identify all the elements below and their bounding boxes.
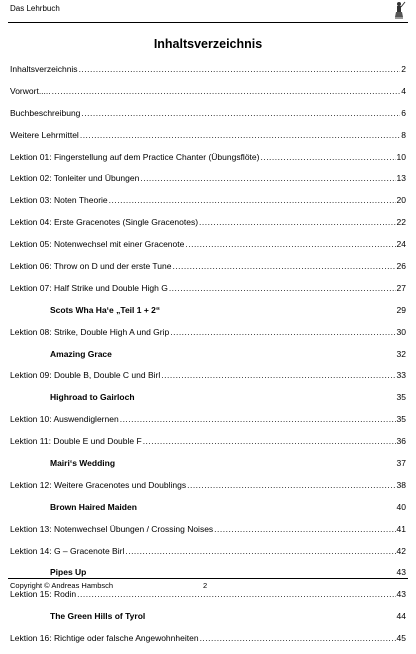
toc-entry xyxy=(10,479,406,501)
toc-entry-page: 38 xyxy=(396,479,406,490)
toc-entry xyxy=(10,85,406,107)
toc-entry-page: 35 xyxy=(396,392,406,403)
toc-leader-dots xyxy=(81,107,400,119)
page-header xyxy=(8,0,408,23)
toc-leader-dots xyxy=(185,238,395,250)
toc-entry-label: Mairi‘s Wedding xyxy=(50,458,116,469)
toc-entry-page: 8 xyxy=(401,129,406,140)
header-title: Das Lehrbuch xyxy=(10,4,60,13)
toc-entry-page: 33 xyxy=(396,370,406,381)
toc-entry-label: Lektion 11: Double E und Double F xyxy=(10,436,142,447)
toc-leader-dots xyxy=(170,326,395,338)
toc-entry-page: 24 xyxy=(396,239,406,250)
footer-copyright: Copyright © Andreas Hambsch xyxy=(10,581,114,590)
toc-entry-page: 44 xyxy=(396,611,406,622)
toc-leader-dots xyxy=(120,413,396,425)
toc-entry-label: Lektion 02: Tonleiter und Übungen xyxy=(10,173,140,184)
toc-entry-page: 10 xyxy=(396,151,406,162)
toc-entry-page: 32 xyxy=(396,348,406,359)
toc-entry-label: Lektion 06: Throw on D und der erste Tune xyxy=(10,261,172,272)
toc-entry xyxy=(10,172,406,194)
toc-entry-page: 42 xyxy=(396,545,406,556)
toc-leader-dots xyxy=(260,151,395,163)
toc-entry xyxy=(10,435,406,457)
toc-entry-page: 35 xyxy=(396,414,406,425)
toc-entry-label: Lektion 07: Half Strike und Double High G xyxy=(10,282,168,293)
toc-entry xyxy=(10,238,406,260)
toc-entry xyxy=(10,107,406,129)
toc-tune-entry xyxy=(10,391,406,413)
toc-entry-page: 40 xyxy=(396,501,406,512)
toc-entry-page: 37 xyxy=(396,458,406,469)
toc-entry-label: Lektion 01: Fingerstellung auf dem Practice Chanter (Übungsflöte) xyxy=(10,151,260,162)
toc-tune-entry xyxy=(10,304,406,326)
toc-entry xyxy=(10,63,406,85)
toc-entry-page: 43 xyxy=(396,589,406,600)
toc-entry xyxy=(10,129,406,151)
bagpiper-logo-icon xyxy=(392,1,406,21)
toc-entry-page: 4 xyxy=(401,85,406,96)
toc-entry-label: Lektion 09: Double B, Double C und Birl xyxy=(10,370,161,381)
toc-entry-page: 30 xyxy=(396,326,406,337)
toc-leader-dots xyxy=(214,523,395,535)
toc-leader-dots xyxy=(79,63,401,75)
toc-leader-dots xyxy=(169,282,396,294)
toc-entry xyxy=(10,326,406,348)
toc-entry-page: 41 xyxy=(396,523,406,534)
toc-entry-page: 22 xyxy=(396,217,406,228)
toc-leader-dots xyxy=(125,545,395,557)
toc-entry xyxy=(10,194,406,216)
toc-entry-page: 45 xyxy=(396,633,406,644)
toc-entry xyxy=(10,413,406,435)
toc-entry-label: Lektion 12: Weitere Gracenotes und Doublings xyxy=(10,479,187,490)
toc-entry-label: Highroad to Gairloch xyxy=(50,392,135,403)
toc-entry-label: Buchbeschreibung xyxy=(10,107,81,118)
toc-entry-label: Weitere Lehrmittel xyxy=(10,129,79,140)
toc-leader-dots xyxy=(200,632,396,644)
page-title: Inhaltsverzeichnis xyxy=(153,37,263,51)
toc-entry-label: Brown Haired Maiden xyxy=(50,501,137,512)
toc-entry-page: 26 xyxy=(396,261,406,272)
toc-entry xyxy=(10,632,406,654)
toc-entry-label: Lektion 03: Noten Theorie xyxy=(10,195,108,206)
toc-entry xyxy=(10,260,406,282)
toc-entry-label: Inhaltsverzeichnis xyxy=(10,64,78,74)
toc-entry xyxy=(10,523,406,545)
toc-entry-label: Lektion 13: Notenwechsel Übungen / Crossing Noises xyxy=(10,523,214,534)
toc-entry-label: Amazing Grace xyxy=(50,348,112,359)
toc-entry-label: Vorwort..... xyxy=(10,85,51,96)
toc-entry-label: Lektion 15: Rodin xyxy=(10,589,77,600)
toc-leader-dots xyxy=(187,479,395,491)
toc-entry xyxy=(10,216,406,238)
toc-entry-page: 6 xyxy=(401,107,406,118)
toc-entry-label: Lektion 10: Auswendiglernen xyxy=(10,414,119,425)
toc-entry xyxy=(10,369,406,391)
toc-leader-dots xyxy=(52,85,401,97)
toc-entry-page: 13 xyxy=(396,173,406,184)
toc-entry-page: 27 xyxy=(396,282,406,293)
toc-entry-page: 36 xyxy=(396,436,406,447)
toc-leader-dots xyxy=(143,435,396,447)
toc-entry xyxy=(10,282,406,304)
toc-tune-entry xyxy=(10,501,406,523)
toc-tune-entry xyxy=(10,610,406,632)
footer-page-number: 2 xyxy=(203,581,208,590)
toc-entry-label: Lektion 04: Erste Gracenotes (Single Gracenotes) xyxy=(10,217,199,228)
toc-entry-label: Lektion 08: Strike, Double High A und Grip xyxy=(10,326,170,337)
toc-entry-page: 43 xyxy=(396,567,406,578)
toc-entry-page: 2 xyxy=(401,64,406,74)
table-of-contents xyxy=(10,63,406,654)
toc-entry-label: Lektion 14: G – Gracenote Birl xyxy=(10,545,125,556)
toc-tune-entry xyxy=(10,348,406,370)
toc-entry xyxy=(10,151,406,173)
toc-entry-page: 20 xyxy=(396,195,406,206)
toc-entry xyxy=(10,545,406,567)
toc-entry-label: Lektion 16: Richtige oder falsche Angewohnheiten xyxy=(10,633,199,644)
toc-entry-label: Pipes Up xyxy=(50,567,87,578)
toc-entry-label: Scots Wha Ha‘e „Teil 1 + 2“ xyxy=(50,304,161,315)
toc-tune-entry xyxy=(10,457,406,479)
toc-leader-dots xyxy=(109,194,396,206)
toc-leader-dots xyxy=(80,129,400,141)
toc-entry-page: 29 xyxy=(396,304,406,315)
toc-entry-label: Lektion 05: Notenwechsel mit einer Gracenote xyxy=(10,239,185,250)
toc-leader-dots xyxy=(199,216,395,228)
toc-leader-dots xyxy=(161,369,395,381)
toc-leader-dots xyxy=(172,260,395,272)
toc-entry-label: The Green Hills of Tyrol xyxy=(50,611,146,622)
page-footer xyxy=(8,578,408,593)
toc-leader-dots xyxy=(140,172,395,184)
